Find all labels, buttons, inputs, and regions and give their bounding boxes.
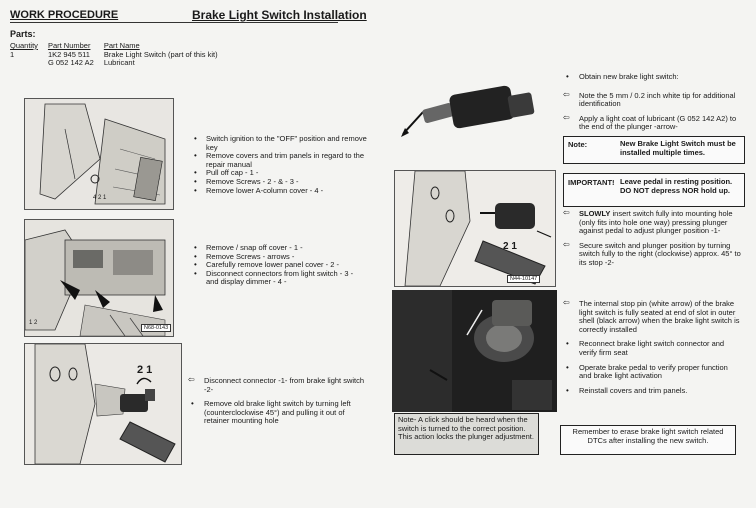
important-text: Leave pedal in resting position. DO NOT depress NOR hold up. [620,177,733,195]
list-item: • Carefully remove lower panel cover - 2 - [192,261,367,270]
col-part-number: Part Number [47,41,91,50]
important-box [563,173,745,207]
list-item: • Remove / snap off cover - 1 - [192,244,367,253]
pedal-illustration-1 [25,344,181,464]
col-quantity: Quantity [10,41,38,50]
list-item: ⇦ The internal stop pin (white arrow) of the brake light switch is fully seated at end of slot in outer shell (black arrow) when the brake light switch is correctly installed [563,300,741,334]
dashboard-illustration-2 [25,220,173,336]
figure-install-switch [394,170,556,287]
figure-callout-numbers: 1 2 [29,320,38,326]
list-item: • Pull off cap - 1 - [192,169,367,178]
list-item: • Switch ignition to the "OFF" position and remove key [192,135,367,152]
list-item: ⇦ Apply a light coat of lubricant (G 052 142 A2) to the end of the plunger -arrow- [563,115,741,132]
important-label: IMPORTANT! [568,178,615,187]
figure-callout-numbers: 4 2 1 [93,195,107,201]
cell-quantity [10,59,48,68]
step1-list [192,135,367,195]
note-label: Note: [568,140,588,149]
cell-part-number: G 052 142 A2 [47,58,94,67]
remember-text: Remember to erase brake light switch related DTCs after installing the new switch. [572,427,724,445]
list-item: ⇦ Disconnect connector -1- from brake light switch -2- [188,377,366,394]
list-item: • Obtain new brake light switch: [563,73,741,82]
figure-callout-numbers: 2 1 [503,241,517,252]
cell-quantity: 1 [10,49,15,59]
cell-part-name: Lubricant [103,58,135,67]
table-row [10,59,228,68]
remember-box [560,425,736,455]
note-click-box [394,413,539,455]
switch-photo [392,290,557,412]
figure-lower-panel [24,219,174,337]
page-title: Brake Light Switch Installation [192,8,367,22]
list-item: • Remove old brake light switch by turning left (counterclockwise 45°) and pulling it out of retainer mounting hole [188,400,366,426]
list-item: • Remove lower A-column cover - 4 - [192,187,367,196]
col-part-name: Part Name [103,41,140,50]
step3-list [188,377,366,432]
list-item [563,210,741,236]
figure-disconnect-connector [24,343,182,465]
work-procedure-heading: WORK PROCEDURE [10,9,119,21]
pedal-illustration-2 [395,171,555,286]
dashboard-illustration-1 [25,99,173,209]
note-box [563,136,745,164]
header-rule [10,22,338,23]
figure-code: N68-0143 [141,324,171,332]
list-item: • Operate brake pedal to verify proper function and brake light activation [563,364,741,381]
slowly-text: insert switch fully into mounting hole (only fits into hole one way) pressing plunger against pedal to adjust plunger position -1- [579,209,733,236]
brake-switch-icon [393,82,553,140]
list-item: • Reinstall covers and trim panels. [563,387,741,396]
parts-heading: Parts: [10,29,36,39]
note-click-text: Note- A click should be heard when the switch is turned to the correct position. This action locks the plunger adjustment. [398,415,534,441]
figure-code: N44-10147 [507,275,540,283]
list-item: • Reconnect brake light switch connector and verify firm seat [563,340,741,357]
figure-callout-numbers: 2 1 [137,364,153,376]
photo-installed-switch [392,290,557,412]
note-text: New Brake Light Switch must be installed multiple times. [620,139,736,157]
step2-list [192,244,367,287]
slowly-emphasis: SLOWLY [579,209,611,218]
list-item: ⇦ Secure switch and plunger position by turning switch fully to the right (clockwise) approx. 45° to its stop -2- [563,242,741,268]
cell-part-name: Brake Light Switch (part of this kit) [103,49,218,59]
parts-table [10,42,228,68]
figure-a-column-cover [24,98,174,210]
figure-new-switch [393,82,553,140]
list-item: ⇦ Note the 5 mm / 0.2 inch white tip for additional identification [563,92,741,109]
cell-part-number: 1K2 945 511 [47,49,90,59]
list-item: • Remove covers and trim panels in regard to the repair manual [192,152,367,169]
list-item: • Disconnect connectors from light switch - 3 - and display dimmer - 4 - [192,270,367,287]
install-steps-top [563,73,741,138]
install-steps-bottom [563,300,741,401]
list-item: • Remove Screws - arrows - [192,253,367,262]
list-item: • Remove Screws - 2 - & - 3 - [192,178,367,187]
install-steps-mid [563,210,741,274]
